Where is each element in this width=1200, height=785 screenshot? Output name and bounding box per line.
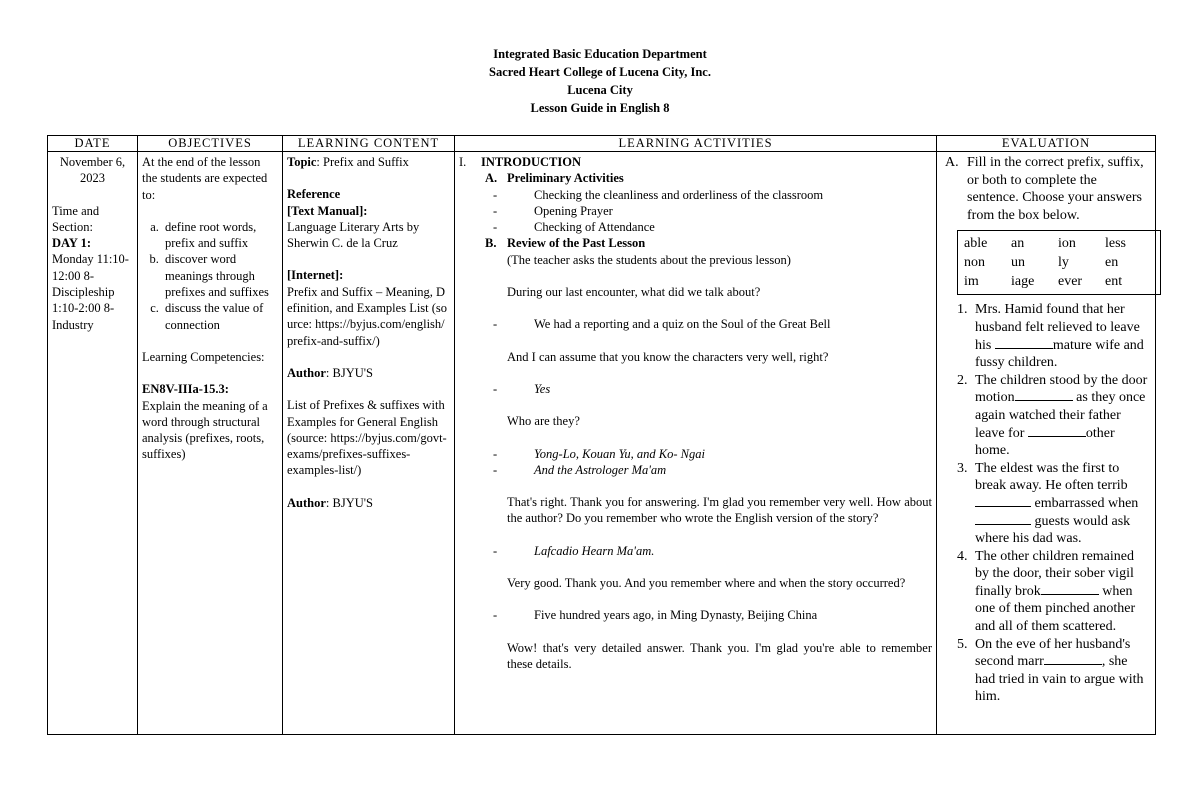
blank-line xyxy=(1044,664,1102,665)
topic-text: : Prefix and Suffix xyxy=(316,155,409,169)
reference-label: Reference xyxy=(287,187,341,202)
lesson-table xyxy=(47,135,1156,735)
author-label: Author xyxy=(287,365,326,380)
date-year: 2023 xyxy=(80,171,105,186)
internet-label: [Internet]: xyxy=(287,268,344,283)
col-evaluation-header: EVALUATION xyxy=(937,136,1156,152)
manual-label: [Text Manual]: xyxy=(287,203,368,218)
evaluation-items xyxy=(945,301,1151,706)
blank-line xyxy=(1015,400,1073,401)
objectives-intro: At the end of the lesson the students are expected to: xyxy=(142,155,268,202)
student-answer: - And the Astrologer Ma'am xyxy=(459,462,932,478)
list-item: 3. The eldest was the first to break away. He often terrib embarrassed when guests would ask where his dad was. xyxy=(971,460,1151,548)
subsection-a-label: A. xyxy=(485,171,498,186)
word-option: en xyxy=(1105,255,1119,271)
student-answer: - Lafcadio Hearn Ma'am. xyxy=(459,543,932,559)
manual-text: Language Literary Arts by Sherwin C. de la Cruz xyxy=(287,219,420,251)
topic-label: Topic xyxy=(287,155,317,169)
word-option: an xyxy=(1011,236,1025,252)
evaluation-instruction: A. Fill in the correct prefix, suffix, or both to complete the sentence. Choose your answers from the box below. xyxy=(945,155,1144,223)
section-title: INTRODUCTION xyxy=(481,155,582,169)
section-heading xyxy=(459,154,932,170)
student-answer: - Yes xyxy=(459,381,932,397)
list-item: - Checking the cleanliness and orderliness of the classroom xyxy=(459,187,932,203)
word-option: un xyxy=(1011,255,1025,271)
lesson-guide-title: Lesson Guide in English 8 xyxy=(530,101,670,115)
table-header-row xyxy=(48,136,1156,152)
review-note: (The teacher asks the students about the previous lesson) xyxy=(507,252,791,267)
list-item: c. discuss the value of connection xyxy=(162,300,278,333)
list-item: a. define root words, prefix and suffix xyxy=(162,219,278,252)
author-text: : BJYU'S xyxy=(325,495,373,510)
objectives-cell xyxy=(138,152,283,735)
word-option: ever xyxy=(1058,274,1083,290)
teacher-question: Very good. Thank you. And you remember where and when the story occurred? xyxy=(507,576,906,591)
blank-line xyxy=(1041,594,1099,595)
competencies-label: Learning Competencies: xyxy=(142,349,265,364)
list-item: - Checking of Attendance xyxy=(459,219,932,235)
internet-source-2: List of Prefixes & suffixes with Examples for General English (source: https://byjus.com/govt-exams/prefixes-suffixes-examples-list/) xyxy=(287,398,447,478)
blank-line xyxy=(975,506,1031,507)
list-item: 1. Mrs. Hamid found that her husband felt relieved to leave his mature wife and fussy children. xyxy=(971,301,1151,371)
author-label: Author xyxy=(287,495,326,510)
blank-line xyxy=(995,348,1053,349)
subsection-b-title: Review of the Past Lesson xyxy=(507,236,646,251)
subsection-a xyxy=(459,170,932,186)
author-line-1 xyxy=(287,365,450,381)
word-option: non xyxy=(964,255,985,271)
teacher-question: Wow! that's very detailed answer. Thank you. I'm glad you're able to remember these details. xyxy=(507,640,932,671)
list-item: 2. The children stood by the door motion as they once again watched their father leave for other home. xyxy=(971,372,1151,460)
col-activities-header: LEARNING ACTIVITIES xyxy=(455,136,937,152)
word-option: ly xyxy=(1058,255,1069,271)
author-text: : BJYU'S xyxy=(325,365,373,380)
word-option: less xyxy=(1105,236,1126,252)
teacher-question: Who are they? xyxy=(507,414,580,429)
blank-line xyxy=(1028,436,1086,437)
blank-line xyxy=(975,524,1031,525)
schedule-text: Monday 11:10-12:00 8- Discipleship 1:10-2:00 8- Industry xyxy=(52,252,129,332)
word-row xyxy=(964,272,1154,291)
list-item: - Opening Prayer xyxy=(459,203,932,219)
student-answer: - We had a reporting and a quiz on the Soul of the Great Bell xyxy=(459,316,932,332)
city-name: Lucena City xyxy=(567,83,633,97)
evaluation-a-label: A. xyxy=(945,155,959,170)
col-content-header: LEARNING CONTENT xyxy=(283,136,455,152)
internet-source-1: Prefix and Suffix – Meaning, Definition, and Examples List (source: https://byjus.com/english/prefix-and-suffix/) xyxy=(287,284,448,348)
col-objectives-header: OBJECTIVES xyxy=(138,136,283,152)
word-choice-box xyxy=(957,230,1161,295)
topic-line xyxy=(287,154,450,170)
word-row xyxy=(964,234,1154,253)
word-option: able xyxy=(964,236,988,252)
time-section-label: Time and Section: xyxy=(52,203,100,234)
teacher-question: And I can assume that you know the characters very well, right? xyxy=(507,349,829,364)
teacher-question: That's right. Thank you for answering. I'm glad you remember very well. How about the author? Do you remember who wrote the English version of the story? xyxy=(507,495,932,526)
student-answer: - Yong-Lo, Kouan Yu, and Ko- Ngai xyxy=(459,446,932,462)
evaluation-cell xyxy=(937,152,1156,735)
author-line-2 xyxy=(287,495,450,511)
table-row xyxy=(48,152,1156,735)
student-answer: - Five hundred years ago, in Ming Dynasty, Beijing China xyxy=(459,607,932,623)
list-item: 5. On the eve of her husband's second marr , she had tried in vain to argue with him. xyxy=(971,636,1151,706)
date-cell xyxy=(48,152,138,735)
word-row xyxy=(964,253,1154,272)
teacher-question: During our last encounter, what did we talk about? xyxy=(507,285,761,300)
school-name: Sacred Heart College of Lucena City, Inc. xyxy=(489,65,711,79)
section-number: I. xyxy=(459,155,467,169)
word-option: im xyxy=(964,274,979,290)
document-header xyxy=(0,45,1200,117)
competency-text: Explain the meaning of a word through structural analysis (prefixes, roots, suffixes) xyxy=(142,398,268,462)
list-item: 4. The other children remained by the door, their sober vigil finally brok when one of them pinched another and all of them scattered. xyxy=(971,548,1151,636)
subsection-a-title: Preliminary Activities xyxy=(507,171,624,186)
subsection-b-label: B. xyxy=(485,236,497,251)
subsection-b xyxy=(459,235,932,251)
activities-cell xyxy=(455,152,937,735)
competency-code: EN8V-IIIa-15.3: xyxy=(142,382,229,397)
word-option: ion xyxy=(1058,236,1076,252)
word-option: ent xyxy=(1105,274,1123,290)
list-item: b. discover word meanings through prefixes and suffixes xyxy=(162,251,278,300)
date-day: November 6, xyxy=(59,155,126,169)
department-name: Integrated Basic Education Department xyxy=(493,47,707,61)
day-label: DAY 1: xyxy=(52,236,92,251)
content-cell xyxy=(283,152,455,735)
objectives-list xyxy=(142,219,278,333)
col-date-header: DATE xyxy=(48,136,138,152)
word-option: iage xyxy=(1011,274,1035,290)
